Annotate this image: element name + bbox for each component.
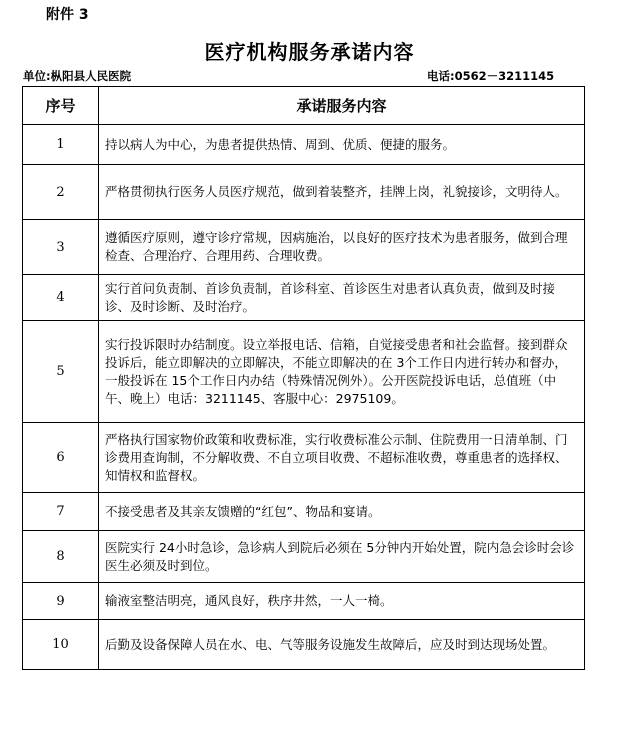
document-title: 医疗机构服务承诺内容 — [204, 40, 415, 64]
table-row — [23, 531, 585, 583]
phone-label: 电话:0562－3211145 — [427, 69, 555, 83]
row-content: 严格贯彻执行医务人员医疗规范，做到着装整齐，挂牌上岗，礼貌接诊，文明待人。 — [99, 165, 585, 220]
row-number: 4 — [23, 275, 99, 321]
attachment-label: 附件 3 — [46, 7, 89, 23]
row-content: 医院实行 24小时急诊，急诊病人到院后必须在 5分钟内开始处置，院内急会诊时会诊医生必须及时到位。 — [99, 531, 585, 583]
table-row — [23, 125, 585, 165]
row-content: 实行投诉限时办结制度。设立举报电话、信箱，自觉接受患者和社会监督。接到群众投诉后，能立即解决的立即解决，不能立即解决的在 3个工作日内进行转办和督办，一般投诉在 15个工作日内办结（特殊情况例外）。公开医院投诉电话，总值班（中午、晚上）电话：3211145、客服中心：2975109。 — [99, 321, 585, 423]
row-number: 8 — [23, 531, 99, 583]
row-number: 2 — [23, 165, 99, 220]
unit-label: 单位:枞阳县人民医院 — [23, 69, 132, 83]
row-number: 6 — [23, 423, 99, 493]
table-row — [23, 165, 585, 220]
row-number: 1 — [23, 125, 99, 165]
row-content: 实行首问负责制、首诊负责制，首诊科室、首诊医生对患者认真负责，做到及时接诊、及时诊断、及时治疗。 — [99, 275, 585, 321]
column-header-content: 承诺服务内容 — [99, 87, 585, 125]
table-row — [23, 275, 585, 321]
table-row — [23, 423, 585, 493]
table-row — [23, 493, 585, 531]
row-number: 7 — [23, 493, 99, 531]
table-row — [23, 583, 585, 620]
row-content: 后勤及设备保障人员在水、电、气等服务设施发生故障后，应及时到达现场处置。 — [99, 620, 585, 670]
table-row — [23, 220, 585, 275]
commitment-table — [22, 86, 585, 670]
row-content: 持以病人为中心，为患者提供热情、周到、优质、便捷的服务。 — [99, 125, 585, 165]
row-number: 9 — [23, 583, 99, 620]
table-row — [23, 620, 585, 670]
column-header-number: 序号 — [23, 87, 99, 125]
row-content: 输液室整洁明亮，通风良好，秩序井然，一人一椅。 — [99, 583, 585, 620]
row-content: 不接受患者及其亲友馈赠的“红包”、物品和宴请。 — [99, 493, 585, 531]
row-number: 5 — [23, 321, 99, 423]
table-header-row — [23, 87, 585, 125]
table-row — [23, 321, 585, 423]
row-number: 10 — [23, 620, 99, 670]
row-number: 3 — [23, 220, 99, 275]
row-content: 遵循医疗原则，遵守诊疗常规，因病施治，以良好的医疗技术为患者服务，做到合理检查、合理治疗、合理用药、合理收费。 — [99, 220, 585, 275]
row-content: 严格执行国家物价政策和收费标准，实行收费标准公示制、住院费用一日清单制、门诊费用查询制，不分解收费、不自立项目收费、不超标准收费，尊重患者的选择权、知情权和监督权。 — [99, 423, 585, 493]
